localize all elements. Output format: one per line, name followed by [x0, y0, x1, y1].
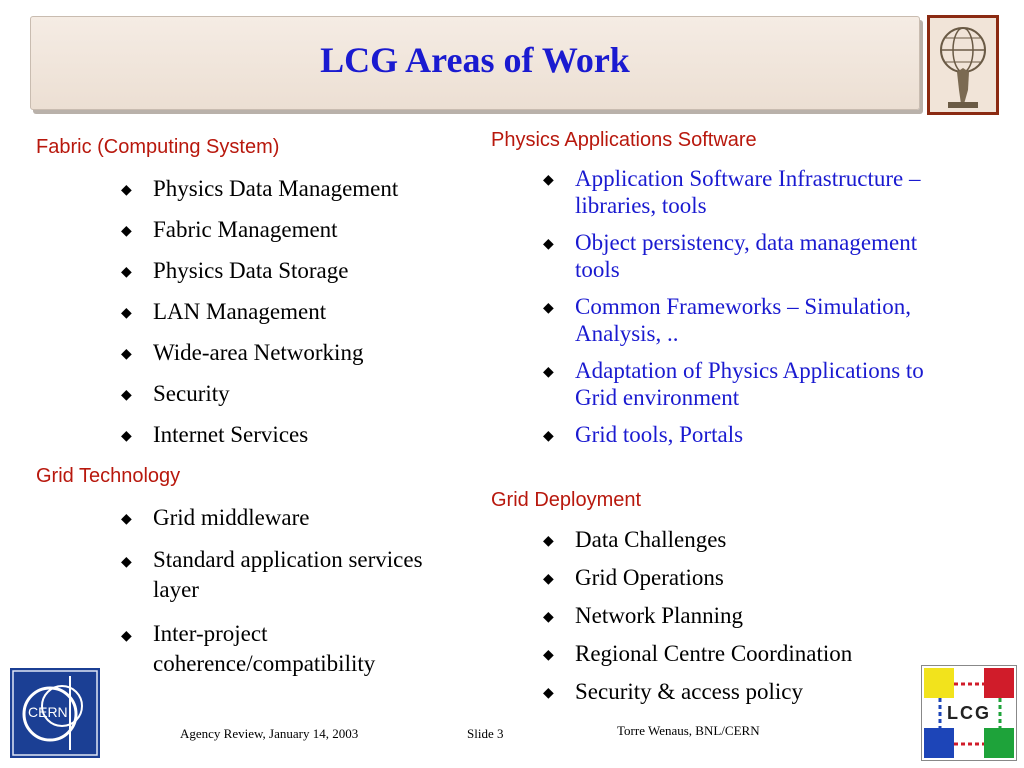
- diamond-bullet-icon: ◆: [121, 223, 132, 239]
- diamond-bullet-icon: ◆: [121, 554, 132, 570]
- grid-technology-list: [121, 504, 461, 679]
- fabric-heading: Fabric (Computing System): [36, 136, 280, 158]
- diamond-bullet-icon: ◆: [543, 647, 554, 663]
- diamond-bullet-icon: ◆: [121, 305, 132, 321]
- diamond-bullet-icon: ◆: [543, 571, 554, 587]
- diamond-bullet-icon: ◆: [121, 387, 132, 403]
- diamond-bullet-icon: ◆: [543, 685, 554, 701]
- diamond-bullet-icon: ◆: [121, 182, 132, 198]
- atlas-figure-icon: [930, 18, 996, 112]
- footer-author: Torre Wenaus, BNL/CERN: [617, 723, 760, 738]
- list-item: ◆ Adaptation of Physics Applications to Grid environment: [543, 358, 924, 410]
- list-item: ◆ Security & access policy: [543, 678, 943, 705]
- list-item: ◆ Internet Services: [121, 421, 481, 448]
- cern-logo: [10, 668, 100, 758]
- list-item: ◆ Grid middleware: [121, 504, 461, 531]
- lcg-logo: [921, 665, 1017, 761]
- list-item: ◆ Wide-area Networking: [121, 339, 481, 366]
- slide-title: LCG Areas of Work: [320, 40, 630, 80]
- list-item: ◆ LAN Management: [121, 298, 481, 325]
- list-item: ◆ Grid Operations: [543, 564, 943, 591]
- title-bar: [30, 16, 920, 110]
- cern-logo-text: CERN: [28, 704, 68, 720]
- list-item: ◆ Standard application services layer: [121, 547, 423, 602]
- list-item: ◆ Regional Centre Coordination: [543, 640, 943, 667]
- list-item: ◆ Network Planning: [543, 602, 943, 629]
- list-item: ◆ Physics Data Management: [121, 175, 481, 202]
- footer-slide-number: Slide 3: [467, 726, 504, 741]
- list-item: ◆ Physics Data Storage: [121, 257, 481, 284]
- lcg-logo-text: LCG: [947, 703, 991, 723]
- diamond-bullet-icon: ◆: [543, 428, 554, 444]
- diamond-bullet-icon: ◆: [543, 236, 554, 252]
- diamond-bullet-icon: ◆: [543, 609, 554, 625]
- atlas-logo: [927, 15, 999, 115]
- footer-date: Agency Review, January 14, 2003: [180, 726, 359, 741]
- list-item: ◆ Data Challenges: [543, 526, 943, 553]
- list-item: ◆ Security: [121, 380, 481, 407]
- diamond-bullet-icon: ◆: [121, 346, 132, 362]
- list-item: ◆ Object persistency, data management tools: [543, 230, 918, 282]
- diamond-bullet-icon: ◆: [543, 172, 554, 188]
- diamond-bullet-icon: ◆: [543, 533, 554, 549]
- physics-apps-list: [543, 165, 943, 448]
- grid-technology-heading: Grid Technology: [36, 465, 181, 487]
- diamond-bullet-icon: ◆: [121, 511, 132, 527]
- physics-apps-heading: Physics Applications Software: [491, 129, 757, 151]
- diamond-bullet-icon: ◆: [121, 628, 132, 644]
- diamond-bullet-icon: ◆: [543, 364, 554, 380]
- list-item: ◆ Application Software Infrastructure – libraries, tools: [543, 166, 921, 218]
- list-item: ◆ Common Frameworks – Simulation, Analysis, ..: [543, 294, 912, 346]
- list-item: ◆ Fabric Management: [121, 216, 481, 243]
- grid-deployment-heading: Grid Deployment: [491, 489, 642, 511]
- grid-deployment-list: [543, 526, 943, 705]
- list-item: ◆ Grid tools, Portals: [543, 421, 943, 448]
- diamond-bullet-icon: ◆: [121, 264, 132, 280]
- diamond-bullet-icon: ◆: [543, 300, 554, 316]
- fabric-list: [121, 175, 481, 448]
- list-item: ◆ Inter-project coherence/compatibility: [121, 621, 376, 676]
- diamond-bullet-icon: ◆: [121, 428, 132, 444]
